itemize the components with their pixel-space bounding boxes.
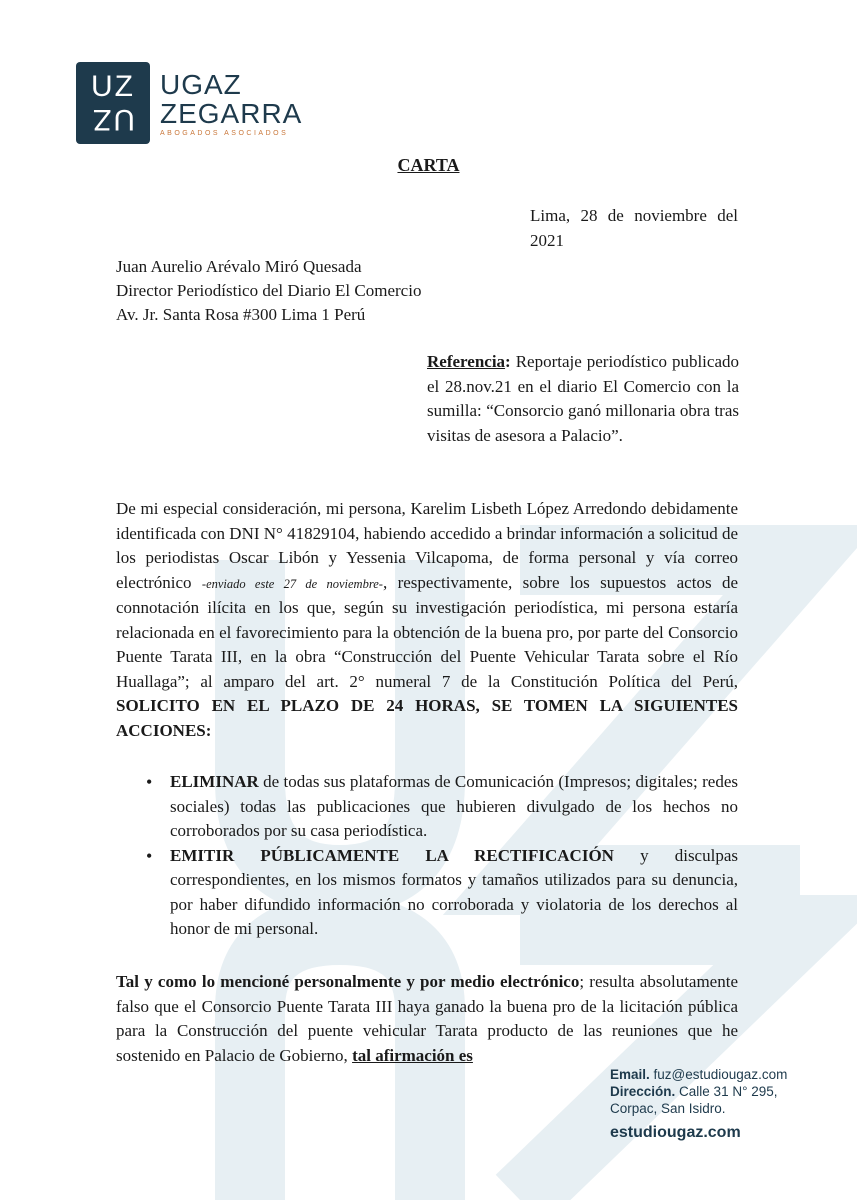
document-title: CARTA [397,155,460,175]
email-label: Email. [610,1067,650,1082]
logo-tagline: ABOGADOS ASOCIADOS [160,129,289,137]
action-text: de todas sus plataformas de Comunicación (Impresos; digitales; redes sociales) todas las publicaciones que hubieren divulgado de los hechos no corroborados por su casa periodística. [170,772,738,840]
monogram-top: UZ [91,70,135,103]
closing-paragraph [116,970,738,1068]
reference-colon: : [505,352,511,371]
action-title: EMITIR PÚBLICAMENTE LA RECTIFICACIÓN [170,845,614,865]
logo-name-line1: UGAZ [160,68,242,100]
body-request: SOLICITO EN EL PLAZO DE 24 HORAS, SE TOMEN LA SIGUIENTES ACCIONES: [116,696,738,740]
body-email-note: -enviado este 27 de noviembre- [201,576,383,591]
body-paragraph [116,497,738,743]
actions-list [170,770,738,942]
recipient-address: Av. Jr. Santa Rosa #300 Lima 1 Perú [116,305,366,324]
action-item [170,770,738,844]
recipient-block [116,255,421,327]
action-title: ELIMINAR [170,772,259,791]
footer-email-line [610,1066,840,1083]
footer-address-line [610,1083,840,1100]
letter-date: Lima, 28 de noviembre del 2021 [530,206,738,250]
closing-text: ; resulta absolutamente falso que el Consorcio Puente Tarata III haya ganado la buena pro de la licitación pública para la Construcción del puente vehicular Tarata producto de las reuniones que he sostenido en Palacio de Gobierno, [116,972,738,1065]
logo-name-line2: ZEGARRA [160,97,303,129]
address-label: Dirección. [610,1084,676,1099]
action-item [170,844,738,942]
contact-footer [610,1066,840,1141]
logo-monogram [76,62,150,144]
closing-emphasis: tal afirmación es [352,1045,473,1065]
footer-address-1: Calle 31 N° 295, [679,1084,778,1099]
reference-block [427,350,739,448]
reference-text: Reportaje periodístico publicado el 28.nov.21 en el diario El Comercio con la sumilla: “Consorcio ganó millonaria obra tras visitas de asesora a Palacio”. [427,352,739,445]
firm-logo [76,62,302,144]
logo-wordmark [160,70,302,137]
recipient-name: Juan Aurelio Arévalo Miró Quesada [116,257,362,276]
monogram-bottom: UZ [91,103,135,136]
footer-address-2: Corpac, San Isidro. [610,1101,726,1116]
closing-lead: Tal y como lo mencioné personalmente y por medio electrónico [116,972,580,991]
reference-label: Referencia [427,352,506,371]
body-text-part1: De mi especial consideración, mi persona, Karelim Lisbeth López Arredondo debidamente identificada con DNI N° 41829104, habiendo accedido a brindar información a solicitud de los periodistas Oscar Libón y Yessenia Vilcapoma, de forma personal y vía correo electrónico [116,499,738,592]
recipient-position: Director Periodístico del Diario El Comercio [116,281,422,300]
footer-website[interactable]: estudiougaz.com [610,1124,741,1141]
action-text: y disculpas correspondientes, en los mismos formatos y tamaños utilizados para su denuncia, por haber difundido información no corroborada y violatoria de los derechos al honor de mi personal. [170,845,738,938]
footer-email[interactable]: fuz@estudiougaz.com [653,1067,788,1082]
body-text-part2: , respectivamente, sobre los supuestos actos de connotación ilícita en los que, según su investigación periodística, mi persona estaría relacionada en el favorecimiento para la obtención de la buena pro, por parte del Consorcio Puente Tarata III, en la obra “Construcción del Puente Vehicular Tarata sobre el Río Huallaga”; al amparo del art. 2° numeral 7 de la Constitución Política del Perú, [116,572,739,691]
